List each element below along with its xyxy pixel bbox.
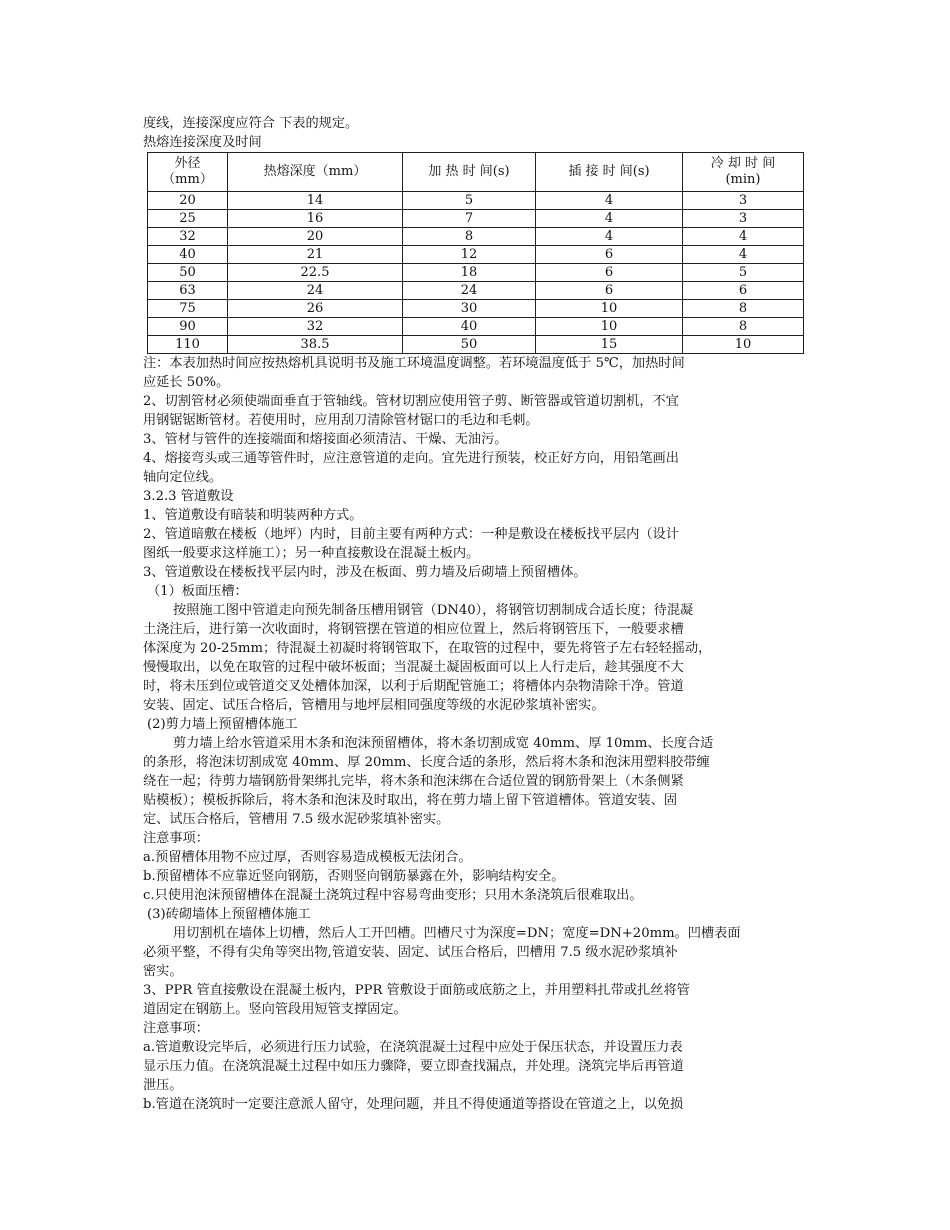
table-cell: 25 (148, 210, 228, 228)
table-row (148, 192, 804, 210)
table-cell: 22.5 (228, 264, 403, 282)
text-line: 的条形，将泡沫切割成宽 40mm、厚 20mm、长度合适的条形，然后将木条和泡沫用塑料胶带缠 (143, 755, 710, 770)
text-line: 3、管材与管件的连接端面和熔接面必须清洁、干燥、无油污。 (143, 432, 508, 447)
table-row (148, 228, 804, 246)
table-row (148, 246, 804, 264)
table-cell: 30 (403, 300, 536, 318)
text-line: 时，将未压到位或管道交叉处槽体加深，以利于后期配管施工；将槽体内杂物清除干净。管道 (143, 679, 684, 694)
table-cell: 8 (403, 228, 536, 246)
header-melt-depth: 热熔深度（mm） (228, 153, 403, 192)
table-cell: 14 (228, 192, 403, 210)
header-cool-time: 冷 却 时 间 (min) (683, 153, 804, 192)
table-row (148, 336, 804, 354)
text-line: b.管道在浇筑时一定要注意派人留守，处理问题，并且不得使通道等搭设在管道之上，以免损 (143, 1097, 684, 1112)
text-line: 体深度为 20-25mm；待混凝土初凝时将钢管取下，在取管的过程中，要先将管子左右轻轻摇动， (143, 641, 712, 656)
table-cell: 3 (683, 210, 804, 228)
text-line: 注：本表加热时间应按热熔机具说明书及施工环境温度调整。若环境温度低于 5℃，加热时间 (143, 356, 685, 371)
hot-melt-table (147, 152, 804, 354)
text-line: 应延长 50%。 (143, 375, 230, 390)
table-cell: 7 (403, 210, 536, 228)
table-cell: 24 (403, 282, 536, 300)
table-cell: 20 (228, 228, 403, 246)
document-page (143, 114, 813, 1114)
table-cell: 8 (683, 300, 804, 318)
text-line: (3)砖砌墙体上预留槽体施工 (147, 907, 311, 922)
text-line: 4、熔接弯头或三通等管件时，应注意管道的走向。宜先进行预装，校正好方向，用铅笔画出 (143, 451, 679, 466)
text-line: 按照施工图中管道走向预先制备压槽用钢管（DN40），将钢管切割制成合适长度；待混凝 (173, 603, 694, 618)
table-cell: 4 (683, 228, 804, 246)
text-line: 用切割机在墙体上切槽，然后人工开凹槽。凹槽尺寸为深度=DN；宽度=DN+20mm。凹槽表面 (173, 926, 741, 941)
text-line: 显示压力值。在浇筑混凝土过程中如压力骤降，要立即查找漏点，并处理。浇筑完毕后再管道 (143, 1059, 684, 1074)
table-cell: 3 (683, 192, 804, 210)
table-cell: 8 (683, 318, 804, 336)
text-line: 贴模板）；模板拆除后，将木条和泡沫及时取出，将在剪力墙上留下管道槽体。管道安装、固 (143, 793, 678, 808)
table-cell: 32 (148, 228, 228, 246)
text-line: 1、管道敷设有暗装和明装两种方式。 (143, 508, 363, 523)
table-cell: 4 (536, 228, 683, 246)
table-cell: 110 (148, 336, 228, 354)
table-cell: 75 (148, 300, 228, 318)
table-row (148, 282, 804, 300)
header-outer-diameter: 外径 （mm） (148, 153, 228, 192)
table-body (148, 192, 804, 354)
table-cell: 18 (403, 264, 536, 282)
text-line: 注意事项： (143, 1021, 209, 1036)
text-line: b.预留槽体不应靠近竖向钢筋，否则竖向钢筋暴露在外，影响结构安全。 (143, 869, 565, 884)
text-line: 注意事项： (143, 831, 209, 846)
table-cell: 24 (228, 282, 403, 300)
table-cell: 38.5 (228, 336, 403, 354)
table-row (148, 264, 804, 282)
header-heat-time: 加 热 时 间(s) (403, 153, 536, 192)
text-line: 用钢锯锯断管材。若使用时，应用刮刀清除管材锯口的毛边和毛刺。 (143, 413, 539, 428)
text-line: 必须平整，不得有尖角等突出物,管道安装、固定、试压合格后，凹槽用 7.5 级水泥砂浆填补 (143, 945, 678, 960)
text-line: a.管道敷设完毕后，必须进行压力试验，在浇筑混凝土过程中应处于保压状态，并设置压力表 (143, 1040, 683, 1055)
table-cell: 5 (403, 192, 536, 210)
table-cell: 6 (683, 282, 804, 300)
table-cell: 90 (148, 318, 228, 336)
table-cell: 5 (683, 264, 804, 282)
text-line: （1）板面压槽： (147, 584, 248, 599)
text-line: 慢慢取出，以免在取管的过程中破坏板面；当混凝土凝固板面可以上人行走后，趁其强度不大 (143, 660, 684, 675)
table-cell: 15 (536, 336, 683, 354)
text-line: 3.2.3 管道敷设 (143, 489, 234, 504)
body-text (143, 354, 813, 1114)
table-cell: 40 (148, 246, 228, 264)
table-cell: 12 (403, 246, 536, 264)
table-cell: 6 (536, 264, 683, 282)
table-cell: 21 (228, 246, 403, 264)
table-cell: 26 (228, 300, 403, 318)
header-insert-time: 插 接 时 间(s) (536, 153, 683, 192)
table-cell: 50 (148, 264, 228, 282)
text-line: (2)剪力墙上预留槽体施工 (147, 717, 298, 732)
table-row (148, 318, 804, 336)
text-line: 图纸一般要求这样施工）；另一种直接敷设在混凝土板内。 (143, 546, 480, 561)
table-cell: 6 (536, 282, 683, 300)
table-cell: 10 (536, 318, 683, 336)
text-line: 密实。 (143, 964, 183, 979)
table-cell: 40 (403, 318, 536, 336)
text-line: c.只使用泡沫预留槽体在混凝土浇筑过程中容易弯曲变形；只用木条浇筑后很难取出。 (143, 888, 643, 903)
text-line: 3、管道敷设在楼板找平层内时，涉及在板面、剪力墙及后砌墙上预留槽体。 (143, 565, 587, 580)
table-cell: 4 (536, 210, 683, 228)
text-line: 轴向定位线。 (143, 470, 223, 485)
table-title: 热熔连接深度及时间 (143, 135, 262, 150)
text-line: 道固定在钢筋上。竖向管段用短管支撑固定。 (143, 1002, 407, 1017)
table-cell: 50 (403, 336, 536, 354)
text-line: 3、PPR 管直接敷设在混凝土板内，PPR 管敷设于面筋或底筋之上，并用塑料扎带或扎丝将管 (143, 983, 690, 998)
intro-line: 度线，连接深度应符合 下表的规定。 (143, 116, 359, 131)
table-cell: 4 (683, 246, 804, 264)
table-cell: 10 (683, 336, 804, 354)
table-cell: 10 (536, 300, 683, 318)
table-cell: 6 (536, 246, 683, 264)
text-line: 泄压。 (143, 1078, 183, 1093)
table-header-row (148, 153, 804, 192)
text-line: 定、试压合格后，管槽用 7.5 级水泥砂浆填补密实。 (143, 812, 450, 827)
text-line: 安装、固定、试压合格后，管槽用与地坪层相同强度等级的水泥砂浆填补密实。 (143, 698, 605, 713)
text-line: 2、切割管材必须使端面垂直于管轴线。管材切割应使用管子剪、断管器或管道切割机，不宜 (143, 394, 679, 409)
table-cell: 4 (536, 192, 683, 210)
table-cell: 32 (228, 318, 403, 336)
text-line: a.预留槽体用物不应过厚，否则容易造成模板无法闭合。 (143, 850, 472, 865)
table-cell: 16 (228, 210, 403, 228)
text-line: 土浇注后，进行第一次收面时，将钢管摆在管道的相应位置上，然后将钢管压下，一般要求槽 (143, 622, 684, 637)
table-cell: 20 (148, 192, 228, 210)
text-line: 绕在一起；待剪力墙钢筋骨架绑扎完毕，将木条和泡沫绑在合适位置的钢筋骨架上（木条侧紧 (143, 774, 684, 789)
table-row (148, 210, 804, 228)
text-line: 2、管道暗敷在楼板（地坪）内时，目前主要有两种方式：一种是敷设在楼板找平层内（设计 (143, 527, 679, 542)
text-line: 剪力墙上给水管道采用木条和泡沫预留槽体，将木条切割成宽 40mm、厚 10mm、长度合适 (173, 736, 714, 751)
table-row (148, 300, 804, 318)
table-cell: 63 (148, 282, 228, 300)
